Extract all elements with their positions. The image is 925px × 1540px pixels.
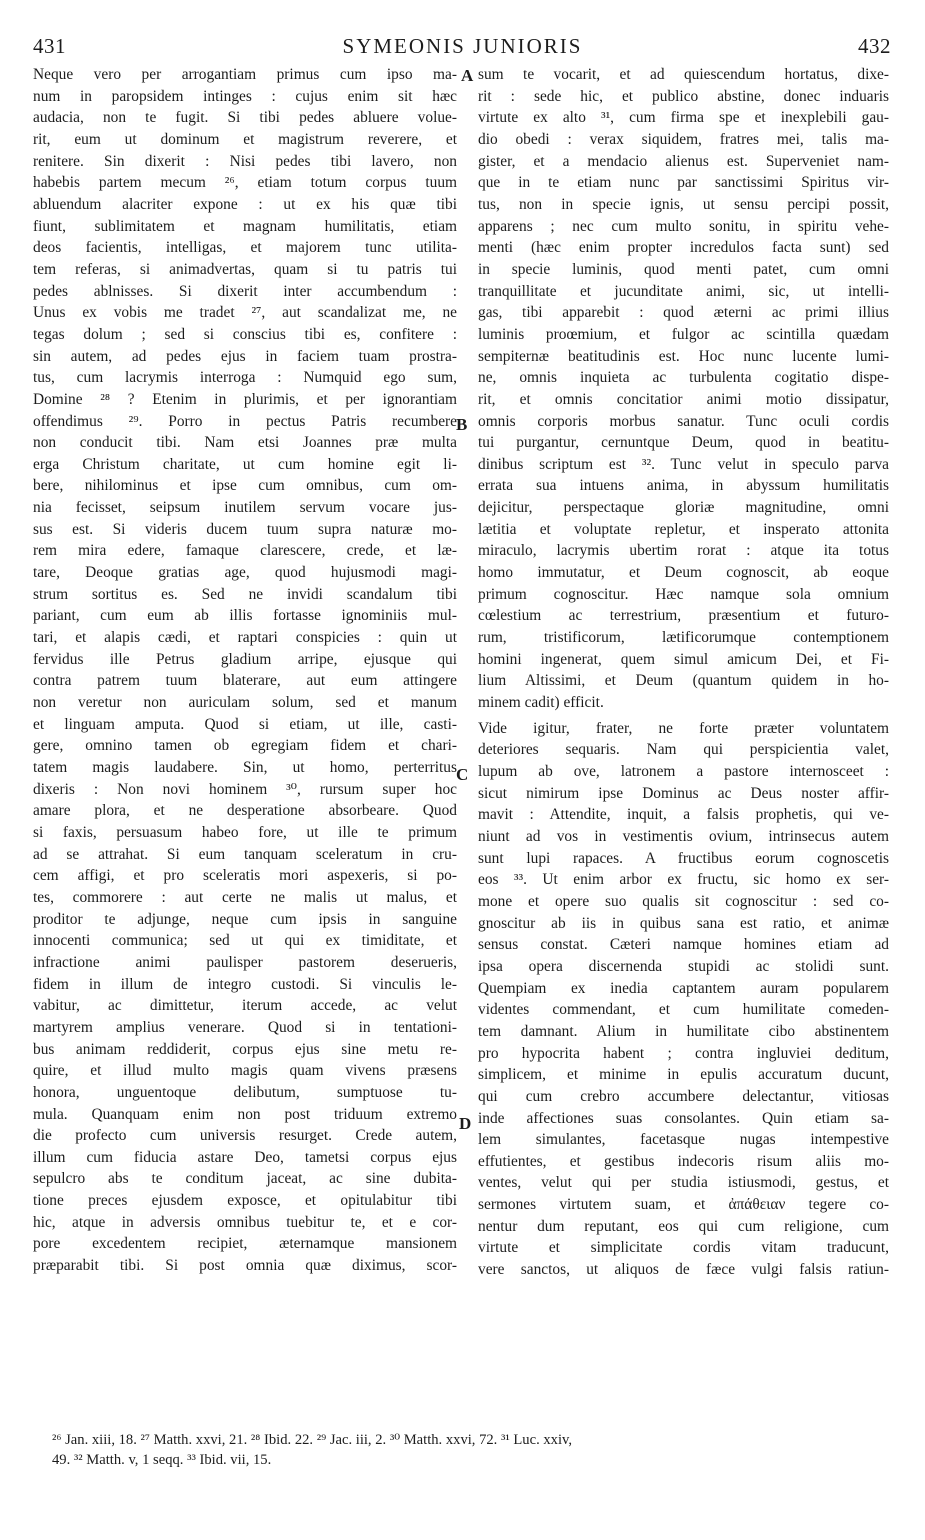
text-line: pedes ablnisses. Si dixerit inter accumbendum :: [33, 282, 457, 300]
text-line: virtute et simplicitate cordis vitam traducunt,: [478, 1239, 889, 1257]
text-line: ad se attrahat. Si eum tanquam sceleratum in cru-: [33, 845, 457, 863]
text-line: eos ³³. Ut enim arbor ex fructu, sic homo ex ser-: [478, 871, 889, 889]
text-line: apparens ; nec cum multo sonitu, in spiritu vehe-: [478, 217, 889, 235]
text-line: dinibus scriptum est ³². Tunc velut in speculo parva: [478, 455, 889, 473]
text-line: non conducit tibi. Nam etsi Joannes præ multa: [33, 434, 457, 452]
text-line: minem cadit) efficit.: [478, 694, 604, 712]
text-line: homini ingenerat, quem simul amicum Dei, et Fi-: [478, 650, 889, 668]
page-number-left: 431: [33, 34, 66, 58]
text-line: in specie luminis, quod menti patet, cum omni: [478, 260, 889, 278]
text-line: qui cum crebro accumbere delectantur, vitiosas: [478, 1087, 889, 1105]
footnote-line: ²⁶ Jan. xiii, 18. ²⁷ Matth. xxvi, 21. ²⁸ Ibid. 22. ²⁹ Jac. iii, 2. ³⁰ Matth. xxvi, 72. ³¹ Luc. xxiv,: [52, 1432, 573, 1448]
text-line: contra patrem tuum blaterare, aut eum attingere: [33, 672, 457, 690]
text-line: ventes, velut qui per studia istiusmodi, gestus, et: [478, 1174, 889, 1192]
text-line: vere sanctos, ut aliquos de fæce vulgi falsis ratiun-: [478, 1261, 889, 1279]
text-line: fidem in illum de integro custodi. Si vinculis le-: [33, 975, 457, 993]
text-line: offendimus ²⁹. Porro in pectus Patris recumbere: [33, 412, 457, 430]
text-line: cem affigi, et pro sceleratis mori aspexeris, si po-: [33, 867, 457, 885]
text-line: errata sua intuens anima, in abyssum humilitatis: [478, 477, 889, 495]
text-line: honora, unguentoque delibutum, sumptuose tu-: [33, 1083, 457, 1101]
margin-marker-b: B: [456, 415, 468, 434]
left-text-column: [33, 64, 457, 1277]
text-line: lem simulantes, facetasque nugas intempestive: [478, 1131, 889, 1149]
margin-marker-d: D: [459, 1114, 472, 1133]
text-line: si faxis, persuasum habeo fore, ut ille te primum: [33, 823, 457, 841]
right-text-column: [478, 64, 889, 1281]
page-number-right: 432: [858, 34, 891, 58]
text-line: virtute ex alto ³¹, cum firma spe et inexplebili gau-: [478, 109, 889, 127]
text-line: et linguam amputa. Quod si etiam, ut ille, casti-: [33, 715, 457, 733]
text-line: rit, eum ut dominum et magistrum reverere, et: [33, 130, 457, 148]
text-line: fiunt, sublimitatem et magnam humilitatis, etiam: [33, 217, 457, 235]
text-line: tare, Deoque gratias age, quod hujusmodi magi-: [33, 564, 457, 582]
text-line: dio obedi : verax siquidem, fratres mei, talis ma-: [478, 130, 889, 148]
text-line: lupum ab ove, latronem a pastore internosceet :: [478, 763, 889, 780]
text-line: miraculo, lacrymis ubertim rorat : atque ita totus: [478, 542, 889, 560]
text-line: dejicitur, perspectaque gloriæ magnitudine, omni: [478, 499, 889, 517]
text-line: tes, commorere : aut certe ne malis ut malus, et: [33, 888, 457, 906]
text-line: rit : sede hic, et publico abstine, donec induaris: [478, 87, 889, 105]
text-line: sin autem, ad pedes ejus in faciem tuam prostra-: [33, 347, 457, 365]
text-line: abluendum alacriter expone : ut ex his quæ tibi: [33, 195, 457, 213]
text-line: nentur dum reputant, eos qui cum religione, cum: [478, 1217, 889, 1235]
text-line: die profecto cum universis resurget. Crede autem,: [33, 1127, 457, 1145]
text-line: sepulcro abs te conditum jaceat, ac sine dubita-: [33, 1170, 457, 1188]
text-line: amare plora, et ne desperatione absorbeare. Quod: [33, 802, 457, 820]
text-line: bus animam reddiderit, corpus ejus sine metu re-: [33, 1040, 457, 1058]
text-line: proditor te adjunge, neque cum ipsis in sanguine: [33, 910, 457, 928]
text-line: gas, tibi apparebit : quod æterni ac primi illius: [478, 304, 889, 322]
text-line: strum sortitus es. Sed ne invidi scandalum tibi: [33, 585, 457, 603]
text-line: quire, et illud multo magis quam vivens præsens: [33, 1062, 457, 1080]
text-line: præparabit tibi. Si post omnia quæ diximus, scor-: [33, 1257, 457, 1275]
footnote-line: 49. ³² Matth. v, 1 seqq. ³³ Ibid. vii, 15.: [52, 1452, 272, 1468]
text-line: martyrem amplius venerare. Quod si in tentationi-: [33, 1018, 457, 1036]
text-line: rum, tristificorum, lætificorumque contemptionem: [478, 629, 889, 647]
text-line: nia fecisset, seipsum inutilem servum vocare jus-: [33, 499, 457, 517]
text-line: sempiternæ beatitudinis est. Hoc nunc lucente lumi-: [478, 347, 889, 365]
text-line: audacia, non te fugit. Si tibi pedes abluere volue-: [33, 109, 457, 127]
text-line: simplicem, et minime in epulis accuratum ducunt,: [478, 1066, 889, 1084]
text-line: sus est. Si videris ducem tuum supra naturæ mo-: [33, 520, 457, 538]
text-line: deos facientis, intelligas, et majorem tunc utilita-: [33, 239, 457, 257]
text-line: effutientes, et gestibus indecoris risum aliis mo-: [478, 1152, 889, 1170]
text-line: num in paropsidem intinges : cujus enim sit hæc: [33, 87, 457, 105]
text-line: videntes commendant, et cum humilitate comeden-: [478, 1001, 889, 1019]
text-line: Neque vero per arrogantiam primus cum ipso ma-: [33, 66, 457, 83]
text-line: gere, omnino tamen ob egregiam fidem et chari-: [33, 737, 457, 755]
text-line: non veretur non auriculam solum, sed et manum: [33, 694, 457, 712]
text-line: rit, et omnis concitatior animi motio dissipatur,: [478, 390, 889, 408]
text-line: Vide igitur, frater, ne forte præter voluntatem: [478, 719, 889, 737]
text-line: niunt ad vos in vestimentis ovium, intrinsecus autem: [478, 827, 889, 845]
text-line: Domine ²⁸ ? Etenim in plurimis, et per ignorantiam: [33, 390, 457, 408]
text-line: mavit : Attendite, inquit, a falsis prophetis, qui ve-: [478, 806, 889, 824]
text-line: sermones virtutem suam, et ἀπάθειαν tegere co-: [478, 1196, 889, 1214]
text-line: tus, non in specie ignis, ut sensu percipi possit,: [478, 195, 889, 213]
text-line: menti (hæc enim propter incredulos facta sunt) sed: [478, 239, 889, 257]
text-line: infractione animi paulisper pastorem deserueris,: [33, 953, 457, 971]
text-line: que in te etiam nunc par sanctissimi Spiritus vir-: [478, 174, 889, 192]
text-line: vabitur, ac dimittetur, iterum accede, ac velut: [33, 997, 457, 1015]
text-line: rem mira edere, famaque clarescere, crede, et læ-: [33, 542, 457, 560]
text-line: pariant, cum eum ab illis fortasse ignominiis mul-: [33, 607, 457, 625]
text-line: hic, atque in adversis omnibus tuebitur te, et e cor-: [33, 1213, 457, 1231]
text-line: Quempiam ex inedia captantem auram popularem: [478, 979, 889, 997]
text-line: mula. Quanquam enim non post triduum extremo: [33, 1105, 457, 1123]
text-line: inde affectiones suas consolantes. Quin etiam sa-: [478, 1109, 889, 1127]
text-line: erga Christum charitate, ut cum homine egit li-: [33, 455, 457, 473]
text-line: illum cum fiducia astare Deo, tametsi corpus ejus: [33, 1148, 457, 1166]
text-line: omnis corporis morbus sanatur. Tunc oculi cordis: [478, 412, 889, 430]
text-line: sensus constat. Cæteri namque homines etiam ad: [478, 936, 889, 954]
text-line: gnoscitur ab iis in quibus sana est ratio, et animæ: [478, 914, 889, 932]
text-line: lætitia et voluptate repletur, et insperato attonita: [478, 520, 889, 538]
text-line: sicut nimirum ipse Dominus ac Deus noster affir-: [478, 784, 889, 802]
text-line: dixeris : Non novi hominem ³⁰, rursum super hoc: [33, 780, 457, 798]
text-line: sum te vocarit, et ad quiescendum hortatus, dixe-: [478, 66, 889, 83]
text-line: tione preces ejusdem exposce, et opitulabitur tibi: [33, 1192, 457, 1210]
text-line: tranquillitate et jucunditate animi, sic, ut intelli-: [478, 282, 889, 300]
text-line: innocenti communica; sed ut qui ex timiditate, et: [33, 932, 457, 950]
text-line: fervidus ille Petrus gladium arripe, ejusque qui: [33, 650, 457, 668]
text-line: Unus ex vobis me tradet ²⁷, aut scandalizat me, ne: [33, 304, 457, 322]
text-line: luminis proœmium, et fulgor ac scintilla quædam: [478, 325, 889, 343]
text-line: tui purgantur, cernuntque Deum, quod in beatitu-: [478, 434, 889, 452]
text-line: tatem magis laudabere. Sin, ut homo, perterritus: [33, 759, 457, 776]
text-line: homo immutatur, et Deum cognoscit, ab eoque: [478, 564, 889, 582]
text-line: renitere. Sin dixerit : Nisi pedes tibi lavero, non: [33, 152, 457, 170]
text-line: primum cognoscitur. Hæc namque sola omnium: [478, 585, 889, 603]
text-line: lium Altissimi, et Deum (quantum quidem in ho-: [478, 672, 889, 690]
text-line: pro hypocrita habent ; contra ingluviei deditum,: [478, 1044, 889, 1062]
text-line: mone et opere suo qualis sit cognoscitur : sed co-: [478, 892, 889, 910]
margin-marker-c: C: [456, 765, 469, 784]
text-line: tus, cum lacrymis interroga : Numquid ego sum,: [33, 369, 457, 387]
text-line: tem referas, si animadvertas, quam si tu patris tui: [33, 260, 457, 278]
text-line: tegas dolum ; sed si conscius tibi es, confitere :: [33, 325, 457, 343]
text-line: ipsa opera discernenda stupidi ac stolidi sunt.: [478, 957, 889, 975]
text-line: tari, et alapis cædi, et raptari conspicies : quin ut: [33, 629, 457, 647]
margin-marker-a: A: [461, 66, 474, 85]
page-header: [0, 34, 925, 64]
text-line: sunt lupi rapaces. A fructibus eorum cognoscetis: [478, 849, 889, 867]
running-title: SYMEONIS JUNIORIS: [342, 34, 583, 58]
text-line: ne, omnis inquieta ac turbulenta cogitatio dispe-: [478, 369, 889, 387]
text-line: cœlestium ac terrestrium, præsentium et futuro-: [478, 607, 889, 625]
text-line: bere, nihilominus et ipse cum omnibus, cum om-: [33, 477, 457, 495]
text-line: habebis partem mecum ²⁶, etiam totum corpus tuum: [33, 174, 457, 192]
text-line: deteriores sequaris. Nam qui perspicientia valet,: [478, 741, 889, 759]
footnotes: [52, 1430, 892, 1470]
text-line: tem damnant. Alium in humilitate cibo abstinentem: [478, 1022, 889, 1040]
text-line: gister, et a mendacio alienus est. Superveniet nam-: [478, 152, 889, 170]
text-line: pore excedentem recipiet, æternamque mansionem: [33, 1235, 457, 1253]
